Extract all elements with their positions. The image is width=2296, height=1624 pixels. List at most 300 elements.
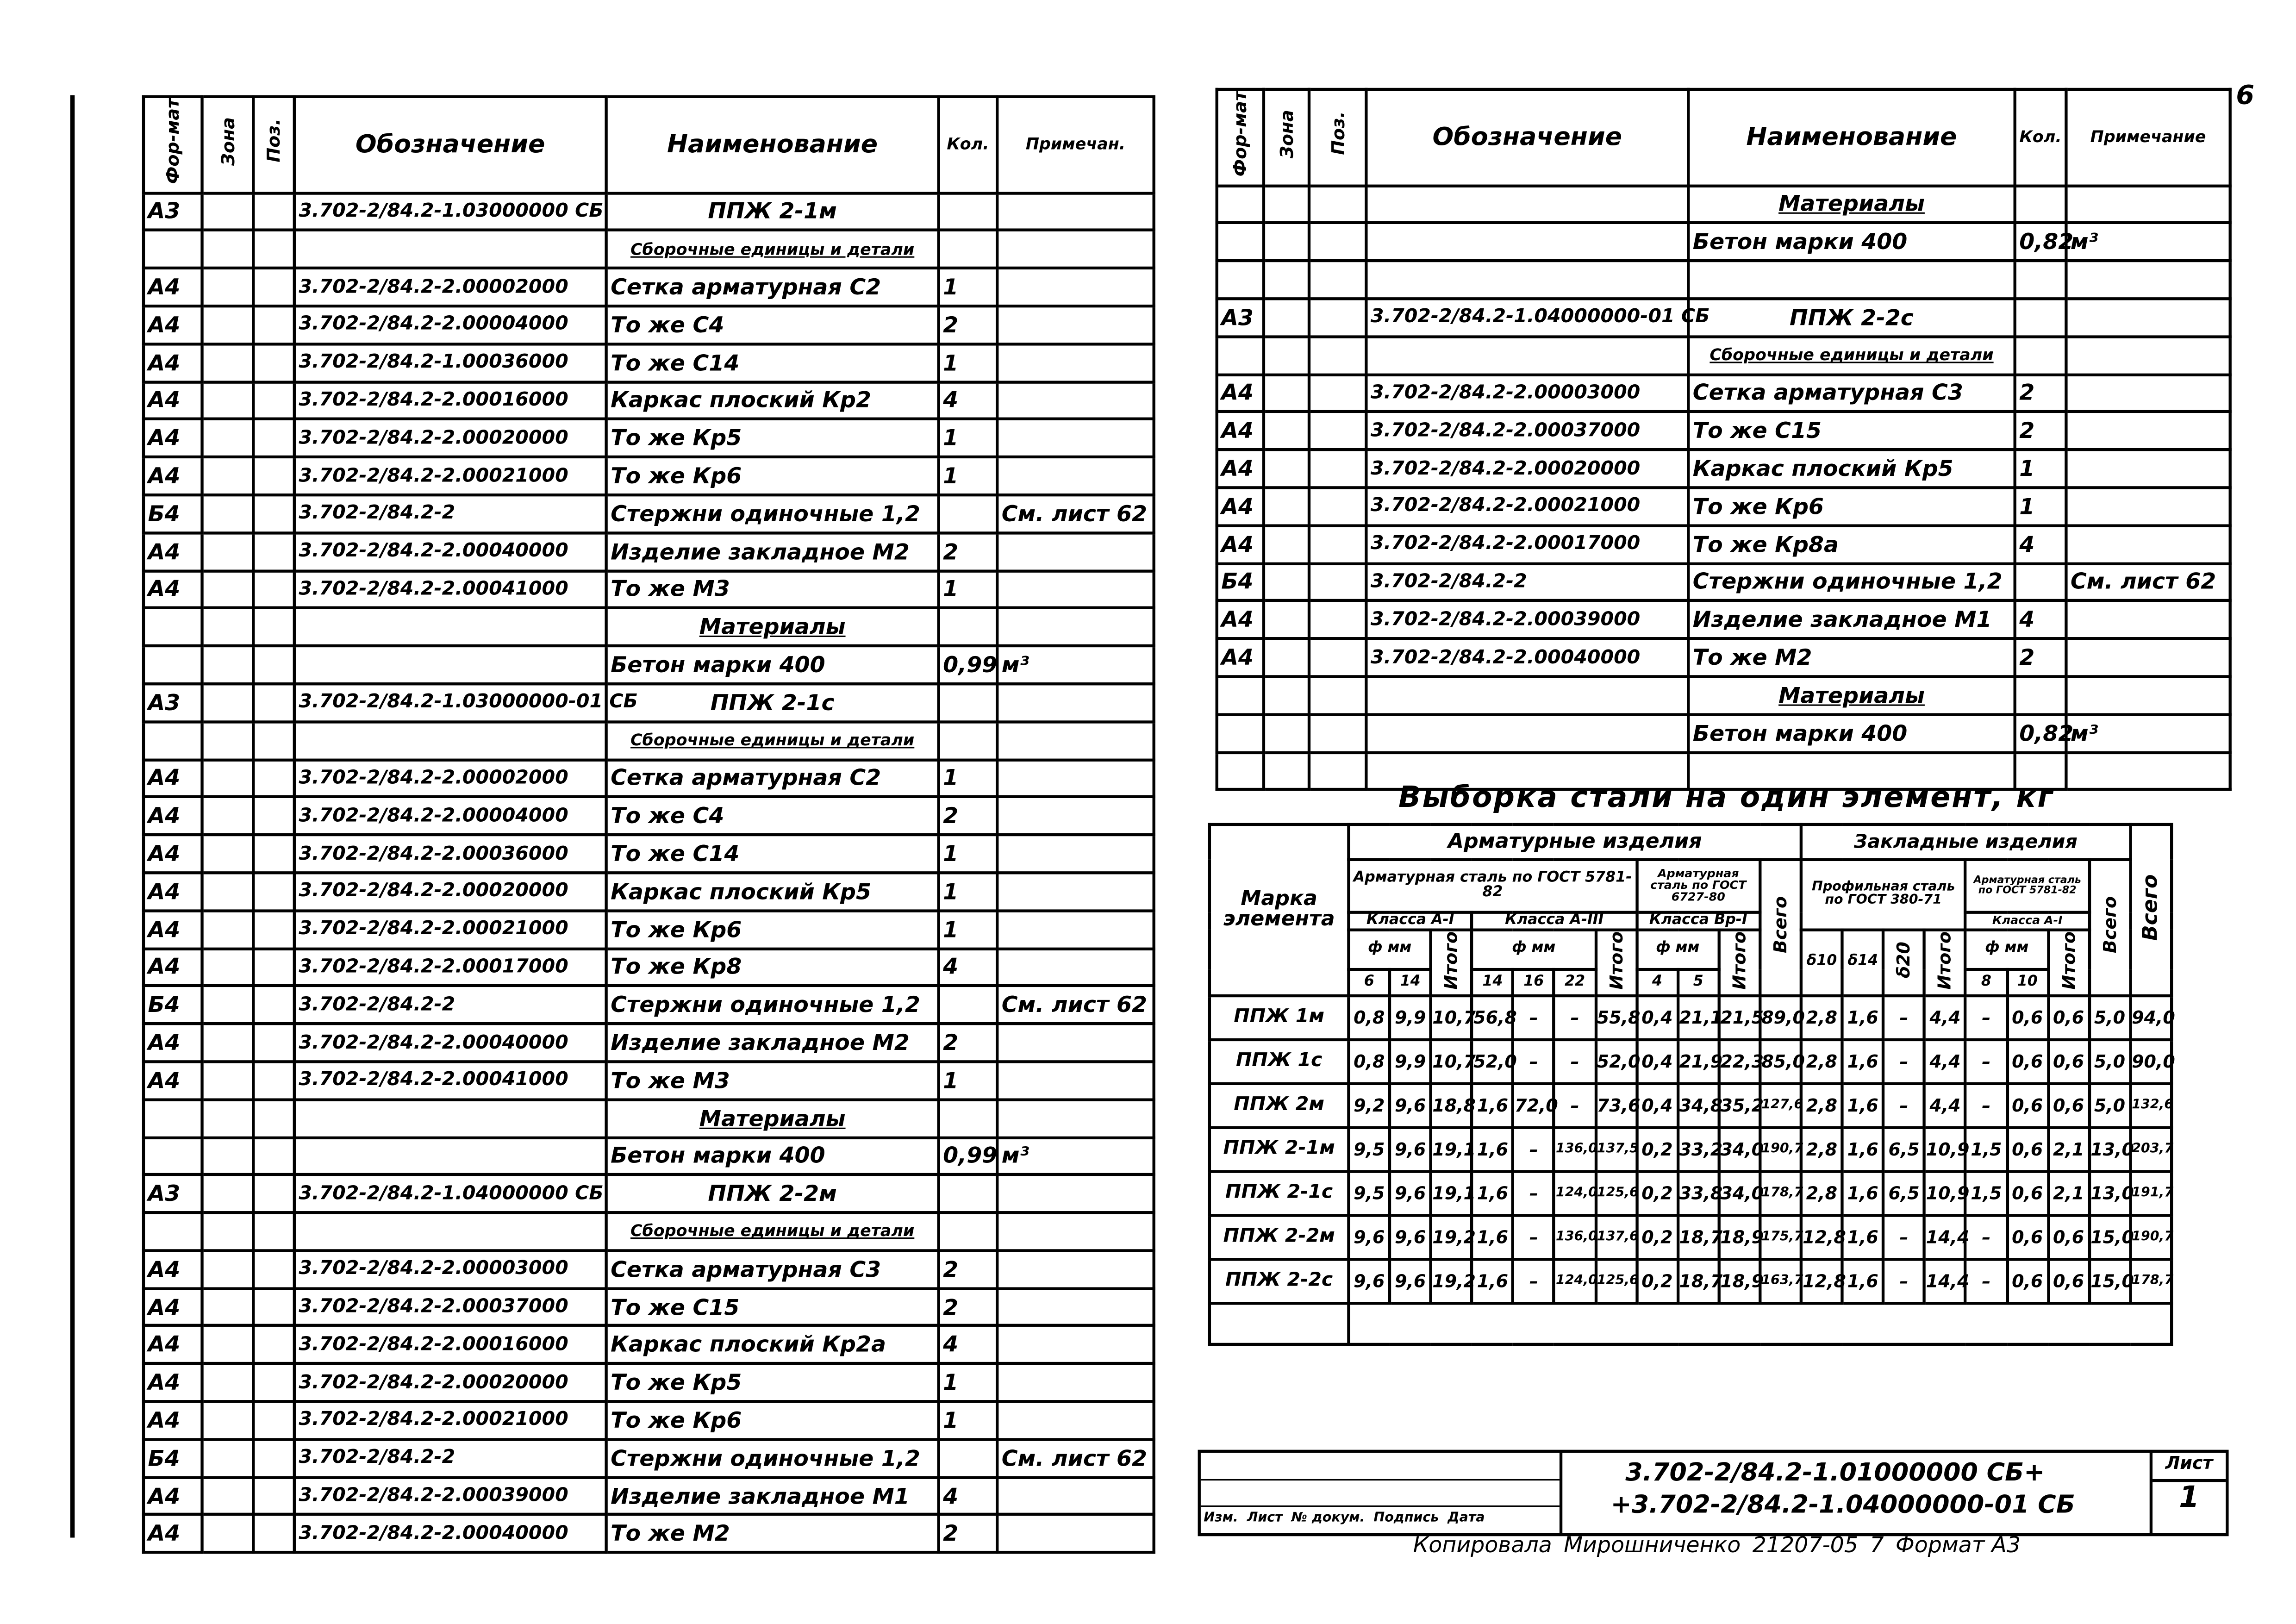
- steel-value: 1,5: [1965, 1127, 2007, 1171]
- steel-value: 132,6: [2130, 1083, 2171, 1127]
- cell-designation: 3.702-2/84.2-2.00039000: [1366, 601, 1688, 639]
- steel-value: 124,0: [1554, 1171, 1596, 1215]
- steel-value: 1,6: [1472, 1259, 1513, 1303]
- spec-row: [144, 1024, 1154, 1062]
- cell-qty: 1: [2015, 450, 2066, 488]
- cell-qty: 2: [939, 533, 998, 571]
- cell-designation: 3.702-2/84.2-2.00040000: [294, 533, 606, 571]
- header-class-ai-embedded: Класса А-I: [1965, 912, 2089, 930]
- cell-designation: 3.702-2/84.2-2.00021000: [294, 911, 606, 949]
- steel-row: [1210, 1259, 2224, 1303]
- steel-value: 1,6: [1472, 1171, 1513, 1215]
- cell-note: [997, 873, 1154, 911]
- steel-value: 6,5: [1884, 1127, 1925, 1171]
- steel-value: 190,7: [2130, 1215, 2171, 1259]
- cell-qty: [939, 1175, 998, 1213]
- cell-note: [2066, 374, 2230, 412]
- steel-value: –: [1965, 1039, 2007, 1083]
- header-itogo: Итого: [2048, 930, 2089, 996]
- cell-format: Б4: [144, 986, 202, 1024]
- cell-zone: [202, 1477, 254, 1515]
- steel-value: 2,8: [1801, 1171, 1842, 1215]
- steel-value: 12,8: [1801, 1259, 1842, 1303]
- steel-value: 0,6: [2007, 1215, 2048, 1259]
- steel-value: 56,8: [1472, 995, 1513, 1039]
- cell-zone: [202, 1024, 254, 1062]
- cell-note: [997, 684, 1154, 722]
- cell-note: [997, 608, 1154, 646]
- cell-zone: [1264, 299, 1309, 337]
- cell-name: То же Кр8: [606, 948, 939, 986]
- cell-note: [997, 911, 1154, 949]
- cell-zone: [1264, 752, 1309, 790]
- cell-format: А4: [1217, 374, 1264, 412]
- steel-sample-table: [1208, 823, 2226, 1346]
- cell-designation: 3.702-2/84.2-2.00004000: [294, 306, 606, 344]
- cell-name: То же С4: [606, 306, 939, 344]
- header-pos: Поз.: [1309, 89, 1366, 185]
- cell-zone: [202, 759, 254, 797]
- cell-name: Бетон марки 400: [1688, 223, 2015, 261]
- cell-designation: 3.702-2/84.2-1.03000000-01 СБ: [294, 684, 606, 722]
- cell-format: [144, 646, 202, 684]
- steel-value: 4,4: [1925, 1039, 1966, 1083]
- steel-value: 14,4: [1925, 1259, 1966, 1303]
- cell-zone: [202, 797, 254, 835]
- steel-value: 5,0: [2089, 995, 2130, 1039]
- header-embedded-total: Всего: [2089, 860, 2130, 995]
- cell-zone: [1264, 185, 1309, 223]
- spec-row: [144, 797, 1154, 835]
- steel-value: –: [1513, 1259, 1554, 1303]
- cell-note: м³: [2066, 223, 2230, 261]
- spec-row: [1217, 601, 2230, 639]
- cell-note: [997, 381, 1154, 419]
- cell-format: А4: [144, 1477, 202, 1515]
- cell-note: [997, 533, 1154, 571]
- cell-zone: [1264, 714, 1309, 752]
- cell-qty: [939, 495, 998, 533]
- steel-value: 0,6: [2007, 1171, 2048, 1215]
- cell-format: А4: [144, 1062, 202, 1099]
- steel-value: 94,0: [2130, 995, 2171, 1039]
- cell-pos: [1309, 487, 1366, 525]
- col-doc: № докум.: [1291, 1511, 1365, 1526]
- header-format: Фор-мат: [1217, 89, 1264, 185]
- steel-value: 9,6: [1390, 1171, 1431, 1215]
- cell-note: [997, 306, 1154, 344]
- steel-value: 136,0: [1554, 1215, 1596, 1259]
- cell-format: А4: [144, 1250, 202, 1288]
- cell-format: А4: [1217, 525, 1264, 563]
- spec-row: [1217, 261, 2230, 299]
- cell-qty: [2015, 563, 2066, 601]
- header-name: Наименование: [1688, 89, 2015, 185]
- header-s14: δ14: [1842, 930, 1884, 996]
- cell-note: [997, 344, 1154, 382]
- steel-value: 9,6: [1390, 1215, 1431, 1259]
- steel-value: 0,6: [2048, 1083, 2089, 1127]
- spec-row: [144, 759, 1154, 797]
- spec-row: [1217, 714, 2230, 752]
- spec-row: [144, 419, 1154, 457]
- steel-mark: ППЖ 1м: [1210, 995, 1349, 1039]
- cell-name: То же С14: [606, 835, 939, 873]
- cell-pos: [253, 1515, 294, 1553]
- cell-designation: [294, 231, 606, 269]
- spec-row: [144, 1099, 1154, 1137]
- spec-row: [1217, 563, 2230, 601]
- cell-note: [2066, 185, 2230, 223]
- cell-note: [997, 419, 1154, 457]
- cell-format: А4: [144, 1326, 202, 1364]
- spec-row: [144, 608, 1154, 646]
- cell-name: То же Кр8а: [1688, 525, 2015, 563]
- cell-qty: 2: [939, 797, 998, 835]
- steel-value: 18,7: [1678, 1215, 1719, 1259]
- cell-note: [2066, 299, 2230, 337]
- cell-zone: [202, 193, 254, 231]
- header-grand-total: Всего: [2130, 824, 2171, 995]
- header-mark: Марка элемента: [1210, 824, 1349, 995]
- spec-row: [144, 986, 1154, 1024]
- cell-format: А4: [144, 268, 202, 306]
- steel-value: 9,6: [1348, 1215, 1390, 1259]
- steel-value: 10,9: [1925, 1171, 1966, 1215]
- cell-pos: [253, 1364, 294, 1402]
- steel-value: 125,6: [1596, 1259, 1637, 1303]
- spec-row: [1217, 299, 2230, 337]
- cell-zone: [1264, 601, 1309, 639]
- specification-table-left: [142, 95, 1155, 1554]
- cell-qty: 2: [939, 1024, 998, 1062]
- cell-designation: 3.702-2/84.2-2.00037000: [1366, 412, 1688, 450]
- cell-designation: 3.702-2/84.2-2.00016000: [294, 381, 606, 419]
- cell-qty: 4: [939, 1326, 998, 1364]
- cell-zone: [202, 381, 254, 419]
- steel-value: 52,0: [1596, 1039, 1637, 1083]
- cell-pos: [253, 344, 294, 382]
- cell-qty: 2: [939, 1288, 998, 1326]
- cell-qty: 2: [2015, 374, 2066, 412]
- header-qty: Кол.: [939, 97, 998, 193]
- header-itogo: Итого: [1431, 930, 1472, 996]
- spec-row: [1217, 450, 2230, 488]
- cell-designation: [294, 1099, 606, 1137]
- cell-zone: [202, 1099, 254, 1137]
- cell-designation: [1366, 714, 1688, 752]
- cell-qty: [939, 1439, 998, 1477]
- header-phi: ф мм: [1348, 930, 1431, 969]
- cell-format: [144, 1099, 202, 1137]
- cell-name: То же М2: [606, 1515, 939, 1553]
- steel-value: 2,8: [1801, 1127, 1842, 1171]
- cell-pos: [253, 986, 294, 1024]
- doc-designation-1: 3.702-2/84.2-1.01000000 СБ+: [1625, 1458, 2045, 1488]
- cell-pos: [253, 646, 294, 684]
- cell-name: То же Кр6: [1688, 487, 2015, 525]
- cell-zone: [202, 1137, 254, 1175]
- cell-zone: [202, 1062, 254, 1099]
- cell-name: ППЖ 2-1с: [606, 684, 939, 722]
- steel-value: –: [1884, 1259, 1925, 1303]
- steel-value: 137,5: [1596, 1127, 1637, 1171]
- cell-zone: [202, 495, 254, 533]
- cell-zone: [202, 268, 254, 306]
- cell-pos: [253, 457, 294, 495]
- cell-designation: 3.702-2/84.2-2: [294, 1439, 606, 1477]
- cell-designation: [1366, 261, 1688, 299]
- cell-format: Б4: [144, 495, 202, 533]
- cell-qty: 2: [939, 306, 998, 344]
- cell-qty: 1: [939, 1364, 998, 1402]
- cell-designation: 3.702-2/84.2-2: [1366, 563, 1688, 601]
- cell-pos: [1309, 676, 1366, 714]
- cell-pos: [253, 1024, 294, 1062]
- cell-pos: [1309, 563, 1366, 601]
- format-label: Формат А3: [1895, 1531, 2021, 1558]
- cell-name: Изделие закладное М1: [606, 1477, 939, 1515]
- steel-value: –: [1965, 1083, 2007, 1127]
- steel-value: 10,7: [1431, 1039, 1472, 1083]
- cell-designation: 3.702-2/84.2-2.00003000: [1366, 374, 1688, 412]
- steel-row: [1210, 1039, 2224, 1083]
- spec-row: [1217, 639, 2230, 677]
- cell-name: Каркас плоский Кр2а: [606, 1326, 939, 1364]
- cell-pos: [253, 1402, 294, 1440]
- cell-format: А4: [144, 457, 202, 495]
- cell-name: Бетон марки 400: [1688, 714, 2015, 752]
- cell-pos: [253, 1288, 294, 1326]
- cell-format: А4: [144, 533, 202, 571]
- spec-row: [144, 381, 1154, 419]
- header-st5781b: Арматурная сталь по ГОСТ 5781-82: [1965, 860, 2089, 912]
- col-signature: Подпись: [1373, 1511, 1439, 1526]
- cell-name: Изделие закладное М2: [606, 533, 939, 571]
- cell-designation: [294, 1213, 606, 1251]
- spec-row: [1217, 487, 2230, 525]
- header-itogo: Итого: [1596, 930, 1637, 996]
- steel-value: 18,9: [1719, 1259, 1760, 1303]
- header-note: Примечан.: [997, 97, 1154, 193]
- cell-qty: 1: [939, 873, 998, 911]
- cell-designation: [294, 722, 606, 760]
- steel-value: 1,6: [1842, 1259, 1884, 1303]
- cell-note: [997, 722, 1154, 760]
- cell-name: То же С4: [606, 797, 939, 835]
- cell-name: ППЖ 2-2с: [1688, 299, 2015, 337]
- header-designation: Обозначение: [1366, 89, 1688, 185]
- cell-note: См. лист 62: [2066, 563, 2230, 601]
- steel-value: –: [1965, 1259, 2007, 1303]
- cell-pos: [1309, 261, 1366, 299]
- cell-zone: [202, 1439, 254, 1477]
- spec-row: [144, 1402, 1154, 1440]
- steel-value: 33,2: [1678, 1127, 1719, 1171]
- steel-value: 33,8: [1678, 1171, 1719, 1215]
- cell-qty: 1: [939, 570, 998, 608]
- cell-designation: 3.702-2/84.2-2.00039000: [294, 1477, 606, 1515]
- cell-pos: [253, 1439, 294, 1477]
- spec-row: [144, 457, 1154, 495]
- steel-value: 0,6: [2048, 995, 2089, 1039]
- header-phi: ф мм: [1636, 930, 1719, 969]
- steel-row: [1210, 1215, 2224, 1259]
- cell-qty: 1: [939, 1402, 998, 1440]
- cell-note: [997, 1364, 1154, 1402]
- cell-zone: [202, 1250, 254, 1288]
- cell-name: То же Кр6: [606, 457, 939, 495]
- cell-qty: 1: [939, 1062, 998, 1099]
- steel-value: 21,9: [1678, 1039, 1719, 1083]
- cell-pos: [1309, 525, 1366, 563]
- copy-number: 7: [1870, 1531, 1884, 1558]
- cell-name: [1688, 261, 2015, 299]
- cell-zone: [202, 1364, 254, 1402]
- spec-row: [1217, 337, 2230, 375]
- spec-row: [1217, 374, 2230, 412]
- cell-note: м³: [2066, 714, 2230, 752]
- cell-name: Стержни одиночные 1,2: [606, 495, 939, 533]
- steel-value: 9,6: [1390, 1259, 1431, 1303]
- steel-value: –: [1884, 995, 1925, 1039]
- spec-row: [144, 533, 1154, 571]
- steel-value: 13,0: [2089, 1127, 2130, 1171]
- header-itogo: Итого: [1925, 930, 1966, 996]
- left-border: [70, 95, 75, 1538]
- cell-note: [997, 1062, 1154, 1099]
- cell-qty: 4: [2015, 601, 2066, 639]
- cell-note: [997, 268, 1154, 306]
- cell-name: Изделие закладное М1: [1688, 601, 2015, 639]
- cell-qty: 2: [939, 1515, 998, 1553]
- cell-qty: 1: [939, 457, 998, 495]
- steel-value: –: [1965, 1215, 2007, 1259]
- header-st6727: Арматурная сталь по ГОСТ 6727-80: [1636, 860, 1760, 912]
- cell-designation: 3.702-2/84.2-1.04000000-01 СБ: [1366, 299, 1688, 337]
- cell-zone: [1264, 261, 1309, 299]
- cell-note: [2066, 639, 2230, 677]
- col-change: Изм.: [1204, 1511, 1238, 1526]
- cell-qty: 2: [2015, 412, 2066, 450]
- cell-designation: 3.702-2/84.2-1.03000000 СБ: [294, 193, 606, 231]
- cell-zone: [202, 1175, 254, 1213]
- header-zone: Зона: [1264, 89, 1309, 185]
- steel-value: 203,7: [2130, 1127, 2171, 1171]
- spec-row: [144, 495, 1154, 533]
- steel-value: 10,9: [1925, 1127, 1966, 1171]
- cell-note: [2066, 450, 2230, 488]
- steel-value: 21,5: [1719, 995, 1760, 1039]
- steel-value: 1,6: [1472, 1083, 1513, 1127]
- cell-qty: [2015, 299, 2066, 337]
- cell-qty: 4: [939, 381, 998, 419]
- spec-row: [1217, 412, 2230, 450]
- cell-name: Стержни одиночные 1,2: [606, 1439, 939, 1477]
- cell-format: [1217, 714, 1264, 752]
- steel-value: 136,0: [1554, 1127, 1596, 1171]
- cell-format: А4: [144, 835, 202, 873]
- cell-name: То же М3: [606, 570, 939, 608]
- spec-row: [144, 948, 1154, 986]
- cell-designation: 3.702-2/84.2-2.00040000: [294, 1515, 606, 1553]
- cell-zone: [202, 835, 254, 873]
- steel-value: 10,7: [1431, 995, 1472, 1039]
- steel-value: 19,1: [1431, 1171, 1472, 1215]
- header-class-aiii: Класса А-III: [1472, 912, 1636, 930]
- cell-format: [144, 608, 202, 646]
- steel-value: 191,7: [2130, 1171, 2171, 1215]
- cell-pos: [253, 722, 294, 760]
- steel-mark: ППЖ 2м: [1210, 1083, 1349, 1127]
- cell-pos: [253, 570, 294, 608]
- cell-qty: 1: [939, 835, 998, 873]
- spec-row: [144, 268, 1154, 306]
- cell-designation: 3.702-2/84.2-2.00040000: [1366, 639, 1688, 677]
- cell-zone: [202, 306, 254, 344]
- steel-value: 52,0: [1472, 1039, 1513, 1083]
- cell-pos: [253, 759, 294, 797]
- header-d10: 10: [2007, 969, 2048, 995]
- steel-value: 1,6: [1472, 1127, 1513, 1171]
- steel-value: 1,6: [1842, 995, 1884, 1039]
- cell-designation: 3.702-2/84.2-2.00017000: [294, 948, 606, 986]
- sheet-label: Лист: [2165, 1452, 2213, 1474]
- cell-format: А4: [1217, 639, 1264, 677]
- cell-zone: [202, 873, 254, 911]
- spec-row: [144, 722, 1154, 760]
- cell-pos: [253, 1326, 294, 1364]
- cell-format: [1217, 676, 1264, 714]
- steel-value: 72,0: [1513, 1083, 1554, 1127]
- cell-note: м³: [997, 1137, 1154, 1175]
- cell-name: То же Кр6: [606, 911, 939, 949]
- cell-designation: 3.702-2/84.2-2.00017000: [1366, 525, 1688, 563]
- steel-value: 9,5: [1348, 1171, 1390, 1215]
- steel-value: 127,6: [1760, 1083, 1801, 1127]
- cell-designation: 3.702-2/84.2-2.00021000: [294, 457, 606, 495]
- steel-row: [1210, 1171, 2224, 1215]
- cell-format: А4: [144, 1024, 202, 1062]
- header-designation: Обозначение: [294, 97, 606, 193]
- cell-name: Стержни одиночные 1,2: [606, 986, 939, 1024]
- steel-value: 0,4: [1636, 1083, 1678, 1127]
- cell-designation: [1366, 223, 1688, 261]
- header-zone: Зона: [202, 97, 254, 193]
- cell-pos: [1309, 601, 1366, 639]
- cell-note: [997, 193, 1154, 231]
- cell-qty: 0,99: [939, 646, 998, 684]
- header-name: Наименование: [606, 97, 939, 193]
- cell-name: Материалы: [606, 608, 939, 646]
- header-pos: Поз.: [253, 97, 294, 193]
- cell-pos: [253, 1062, 294, 1099]
- steel-value: –: [1884, 1083, 1925, 1127]
- cell-format: Б4: [144, 1439, 202, 1477]
- cell-pos: [253, 948, 294, 986]
- cell-zone: [202, 533, 254, 571]
- cell-zone: [1264, 374, 1309, 412]
- steel-value: 1,6: [1842, 1215, 1884, 1259]
- steel-value: 178,7: [1760, 1171, 1801, 1215]
- cell-qty: 1: [939, 911, 998, 949]
- steel-row: [1210, 1083, 2224, 1127]
- cell-qty: 4: [2015, 525, 2066, 563]
- cell-name: ППЖ 2-2м: [606, 1175, 939, 1213]
- spec-row: [144, 1439, 1154, 1477]
- header-embedded-items: Закладные изделия: [1801, 824, 2130, 860]
- cell-qty: 2: [939, 1250, 998, 1288]
